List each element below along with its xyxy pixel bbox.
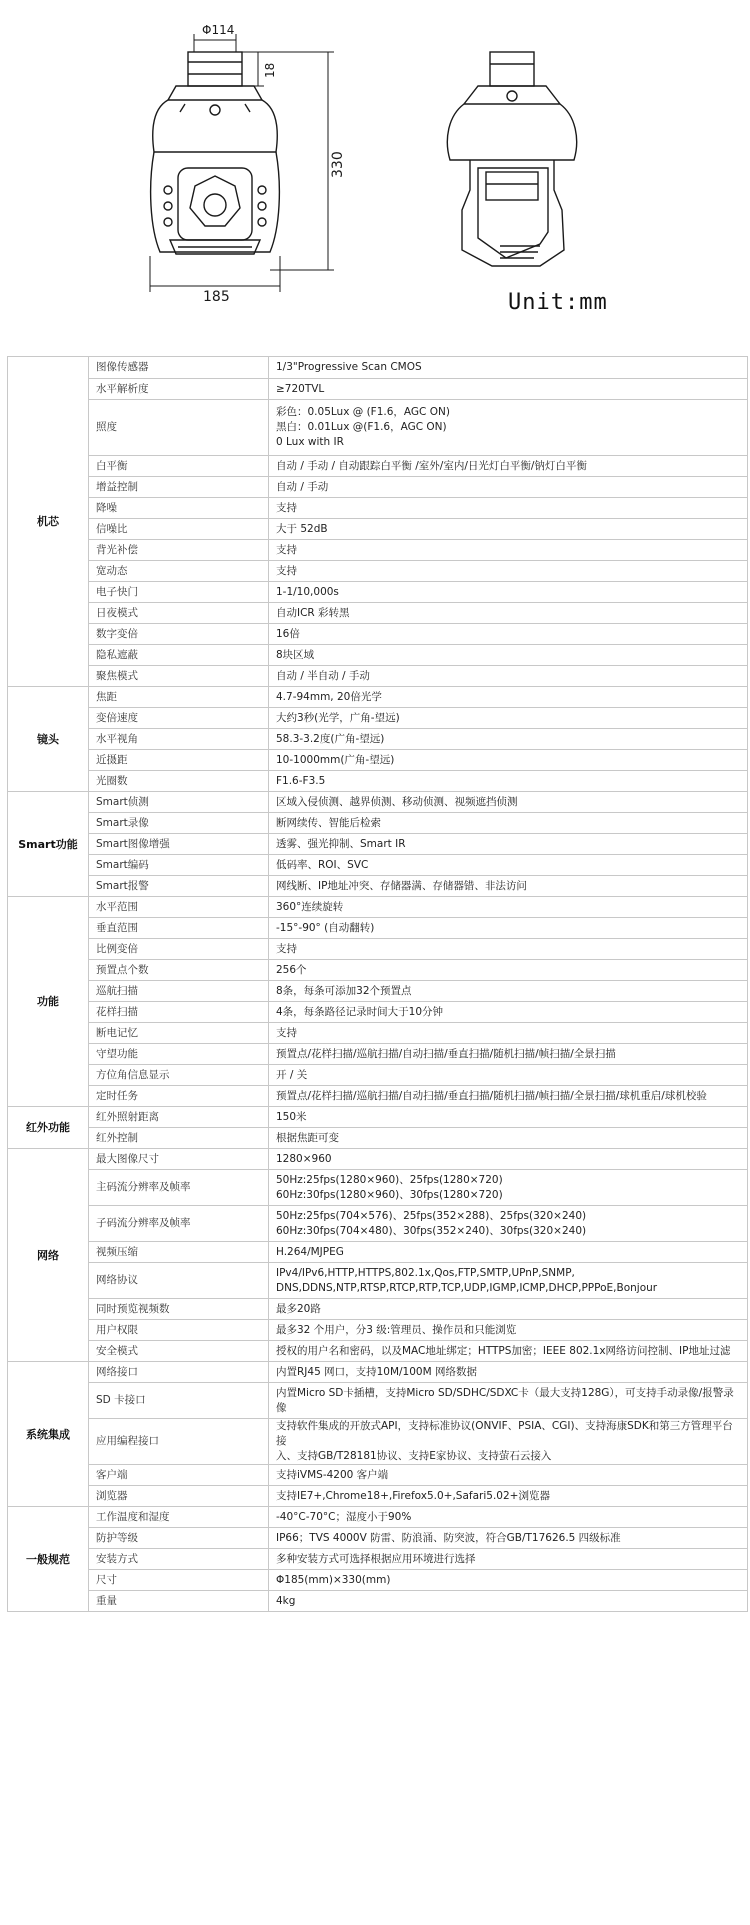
spec-value: IPv4/IPv6,HTTP,HTTPS,802.1x,Qos,FTP,SMTP,UPnP,SNMP, DNS,DDNS,NTP,RTSP,RTCP,RTP,TCP,UDP,IGMP,ICMP,DHCP,PPPoE,Bonjour [269,1263,748,1299]
spec-value: 最多32 个用户，分3 级:管理员、操作员和只能浏览 [269,1320,748,1341]
spec-row [8,1549,748,1570]
spec-row [8,855,748,876]
spec-value: IP66；TVS 4000V 防雷、防浪涌、防突波，符合GB/T17626.5 四级标准 [269,1528,748,1549]
spec-name: 视频压缩 [89,1242,269,1263]
spec-value: 内置Micro SD卡插槽，支持Micro SD/SDHC/SDXC卡（最大支持128G），可支持手动录像/报警录 像 [269,1383,748,1419]
spec-name: 隐私遮蔽 [89,645,269,666]
spec-row [8,1002,748,1023]
spec-row [8,834,748,855]
spec-name: 最大图像尺寸 [89,1149,269,1170]
spec-row [8,1299,748,1320]
spec-row [8,1107,748,1128]
spec-row [8,1170,748,1206]
spec-value: 支持软件集成的开放式API，支持标准协议(ONVIF、PSIA、CGI)、支持海康SDK和第三方管理平台接 入、支持GB/T28181协议、支持E家协议、支持萤石云接入 [269,1419,748,1465]
spec-value: 授权的用户名和密码，以及MAC地址绑定；HTTPS加密；IEEE 802.1x网络访问控制、IP地址过滤 [269,1341,748,1362]
spec-name: 客户端 [89,1465,269,1486]
spec-table [7,356,748,1612]
spec-row [8,561,748,582]
dimension-drawing [0,0,750,335]
spec-name: Smart编码 [89,855,269,876]
spec-category: 功能 [8,897,89,1107]
spec-value: 自动 / 手动 [269,477,748,498]
spec-value: 支持iVMS-4200 客户端 [269,1465,748,1486]
spec-category: 网络 [8,1149,89,1362]
spec-name: 用户权限 [89,1320,269,1341]
spec-value: -40°C-70°C；湿度小于90% [269,1507,748,1528]
spec-row [8,771,748,792]
spec-name: 红外照射距离 [89,1107,269,1128]
spec-value: 区域入侵侦测、越界侦测、移动侦测、视频遮挡侦测 [269,792,748,813]
spec-value: 支持 [269,540,748,561]
spec-value: 内置RJ45 网口，支持10M/100M 网络数据 [269,1362,748,1383]
spec-row [8,708,748,729]
spec-value: ≥720TVL [269,379,748,400]
spec-value: 50Hz:25fps(1280×960)、25fps(1280×720) 60Hz:30fps(1280×960)、30fps(1280×720) [269,1170,748,1206]
spec-row [8,603,748,624]
spec-value: 断网续传、智能后检索 [269,813,748,834]
spec-name: 主码流分辨率及帧率 [89,1170,269,1206]
spec-value: 预置点/花样扫描/巡航扫描/自动扫描/垂直扫描/随机扫描/帧扫描/全景扫描 [269,1044,748,1065]
spec-row [8,477,748,498]
spec-row [8,1591,748,1612]
spec-value: 最多20路 [269,1299,748,1320]
spec-row [8,1086,748,1107]
spec-value: 4kg [269,1591,748,1612]
spec-name: 方位角信息显示 [89,1065,269,1086]
spec-row [8,1486,748,1507]
spec-name: Smart图像增强 [89,834,269,855]
spec-value: 1-1/10,000s [269,582,748,603]
spec-name: 垂直范围 [89,918,269,939]
spec-row [8,1263,748,1299]
spec-row [8,918,748,939]
spec-name: Smart侦测 [89,792,269,813]
spec-row [8,1383,748,1419]
spec-row [8,1242,748,1263]
spec-row [8,687,748,708]
spec-row [8,1507,748,1528]
spec-name: 浏览器 [89,1486,269,1507]
spec-name: 定时任务 [89,1086,269,1107]
spec-value: 支持IE7+,Chrome18+,Firefox5.0+,Safari5.02+浏览器 [269,1486,748,1507]
camera-front-view [151,52,280,254]
spec-name: 背光补偿 [89,540,269,561]
spec-value: 支持 [269,1023,748,1044]
spec-category: 红外功能 [8,1107,89,1149]
dim-total-height: 330 [330,151,346,178]
spec-name: Smart录像 [89,813,269,834]
spec-row [8,1528,748,1549]
spec-value: -15°-90° (自动翻转) [269,918,748,939]
spec-value: 256个 [269,960,748,981]
spec-value: 8块区域 [269,645,748,666]
spec-row [8,379,748,400]
dim-top-width: Φ114 [202,23,235,37]
spec-name: 子码流分辨率及帧率 [89,1206,269,1242]
spec-row [8,1149,748,1170]
spec-name: 宽动态 [89,561,269,582]
spec-row [8,1570,748,1591]
spec-name: 聚焦模式 [89,666,269,687]
spec-name: 网络接口 [89,1362,269,1383]
spec-name: 图像传感器 [89,357,269,379]
spec-name: 水平视角 [89,729,269,750]
spec-row [8,939,748,960]
spec-name: 数字变倍 [89,624,269,645]
spec-row [8,813,748,834]
spec-value: 低码率、ROI、SVC [269,855,748,876]
camera-side-view [447,52,576,266]
spec-value: 16倍 [269,624,748,645]
spec-category: 一般规范 [8,1507,89,1612]
spec-row [8,981,748,1002]
spec-value: 8条，每条可添加32个预置点 [269,981,748,1002]
spec-value: 多种安装方式可选择根据应用环境进行选择 [269,1549,748,1570]
spec-value: H.264/MJPEG [269,1242,748,1263]
spec-category: 机芯 [8,357,89,687]
unit-label: Unit:mm [508,290,608,315]
spec-name: 工作温度和湿度 [89,1507,269,1528]
spec-value: 自动ICR 彩转黑 [269,603,748,624]
spec-name: 日夜模式 [89,603,269,624]
spec-value: 1280×960 [269,1149,748,1170]
spec-row [8,1362,748,1383]
spec-name: 断电记忆 [89,1023,269,1044]
spec-row [8,540,748,561]
spec-row [8,1065,748,1086]
spec-name: 预置点个数 [89,960,269,981]
spec-row [8,876,748,897]
spec-row [8,519,748,540]
spec-row [8,1023,748,1044]
spec-row [8,582,748,603]
spec-value: Φ185(mm)×330(mm) [269,1570,748,1591]
spec-name: 变倍速度 [89,708,269,729]
spec-name: 花样扫描 [89,1002,269,1023]
spec-row [8,960,748,981]
spec-row [8,1320,748,1341]
spec-value: 开 / 关 [269,1065,748,1086]
spec-value: 支持 [269,561,748,582]
spec-row [8,1419,748,1465]
spec-row [8,666,748,687]
spec-name: 重量 [89,1591,269,1612]
spec-value: F1.6-F3.5 [269,771,748,792]
dim-top-height: 18 [263,62,277,78]
spec-name: 照度 [89,400,269,456]
spec-row [8,645,748,666]
spec-value: 4条，每条路径记录时间大于10分钟 [269,1002,748,1023]
spec-name: 水平范围 [89,897,269,918]
spec-name: SD 卡接口 [89,1383,269,1419]
spec-name: 守望功能 [89,1044,269,1065]
spec-category: 镜头 [8,687,89,792]
spec-row [8,750,748,771]
spec-value: 4.7-94mm, 20倍光学 [269,687,748,708]
spec-name: 尺寸 [89,1570,269,1591]
spec-value: 彩色：0.05Lux @ (F1.6，AGC ON) 黑白：0.01Lux @(F1.6，AGC ON) 0 Lux with IR [269,400,748,456]
spec-name: 安全模式 [89,1341,269,1362]
spec-name: 增益控制 [89,477,269,498]
spec-row [8,792,748,813]
spec-name: 降噪 [89,498,269,519]
spec-name: 信噪比 [89,519,269,540]
spec-row [8,498,748,519]
spec-row [8,1044,748,1065]
spec-row [8,1465,748,1486]
spec-name: 比例变倍 [89,939,269,960]
spec-value: 根据焦距可变 [269,1128,748,1149]
dim-diameter: 185 [203,289,230,305]
spec-value: 10-1000mm(广角-望远) [269,750,748,771]
spec-name: 网络协议 [89,1263,269,1299]
spec-row [8,400,748,456]
spec-name: 红外控制 [89,1128,269,1149]
spec-value: 1/3"Progressive Scan CMOS [269,357,748,379]
spec-value: 大于 52dB [269,519,748,540]
spec-value: 50Hz:25fps(704×576)、25fps(352×288)、25fps(320×240) 60Hz:30fps(704×480)、30fps(352×240)、30fps(320×240) [269,1206,748,1242]
spec-value: 58.3-3.2度(广角-望远) [269,729,748,750]
spec-name: 巡航扫描 [89,981,269,1002]
spec-name: 同时预览视频数 [89,1299,269,1320]
spec-name: 应用编程接口 [89,1419,269,1465]
spec-name: 近摄距 [89,750,269,771]
spec-row [8,1341,748,1362]
spec-row [8,1206,748,1242]
spec-row [8,456,748,477]
spec-category: 系统集成 [8,1362,89,1507]
spec-value: 大约3秒(光学，广角-望远) [269,708,748,729]
spec-row [8,729,748,750]
spec-value: 自动 / 半自动 / 手动 [269,666,748,687]
spec-value: 自动 / 手动 / 自动跟踪白平衡 /室外/室内/日光灯白平衡/钠灯白平衡 [269,456,748,477]
spec-row [8,1128,748,1149]
spec-category: Smart功能 [8,792,89,897]
spec-name: 焦距 [89,687,269,708]
spec-value: 网线断、IP地址冲突、存储器满、存储器错、非法访问 [269,876,748,897]
spec-value: 支持 [269,939,748,960]
spec-name: 光圈数 [89,771,269,792]
spec-name: 白平衡 [89,456,269,477]
spec-value: 支持 [269,498,748,519]
spec-name: 水平解析度 [89,379,269,400]
spec-name: 电子快门 [89,582,269,603]
spec-name: Smart报警 [89,876,269,897]
spec-value: 150米 [269,1107,748,1128]
spec-name: 防护等级 [89,1528,269,1549]
spec-value: 360°连续旋转 [269,897,748,918]
spec-value: 预置点/花样扫描/巡航扫描/自动扫描/垂直扫描/随机扫描/帧扫描/全景扫描/球机重启/球机校验 [269,1086,748,1107]
spec-row [8,624,748,645]
spec-value: 透雾、强光抑制、Smart IR [269,834,748,855]
spec-row [8,897,748,918]
spec-row [8,357,748,379]
spec-name: 安装方式 [89,1549,269,1570]
